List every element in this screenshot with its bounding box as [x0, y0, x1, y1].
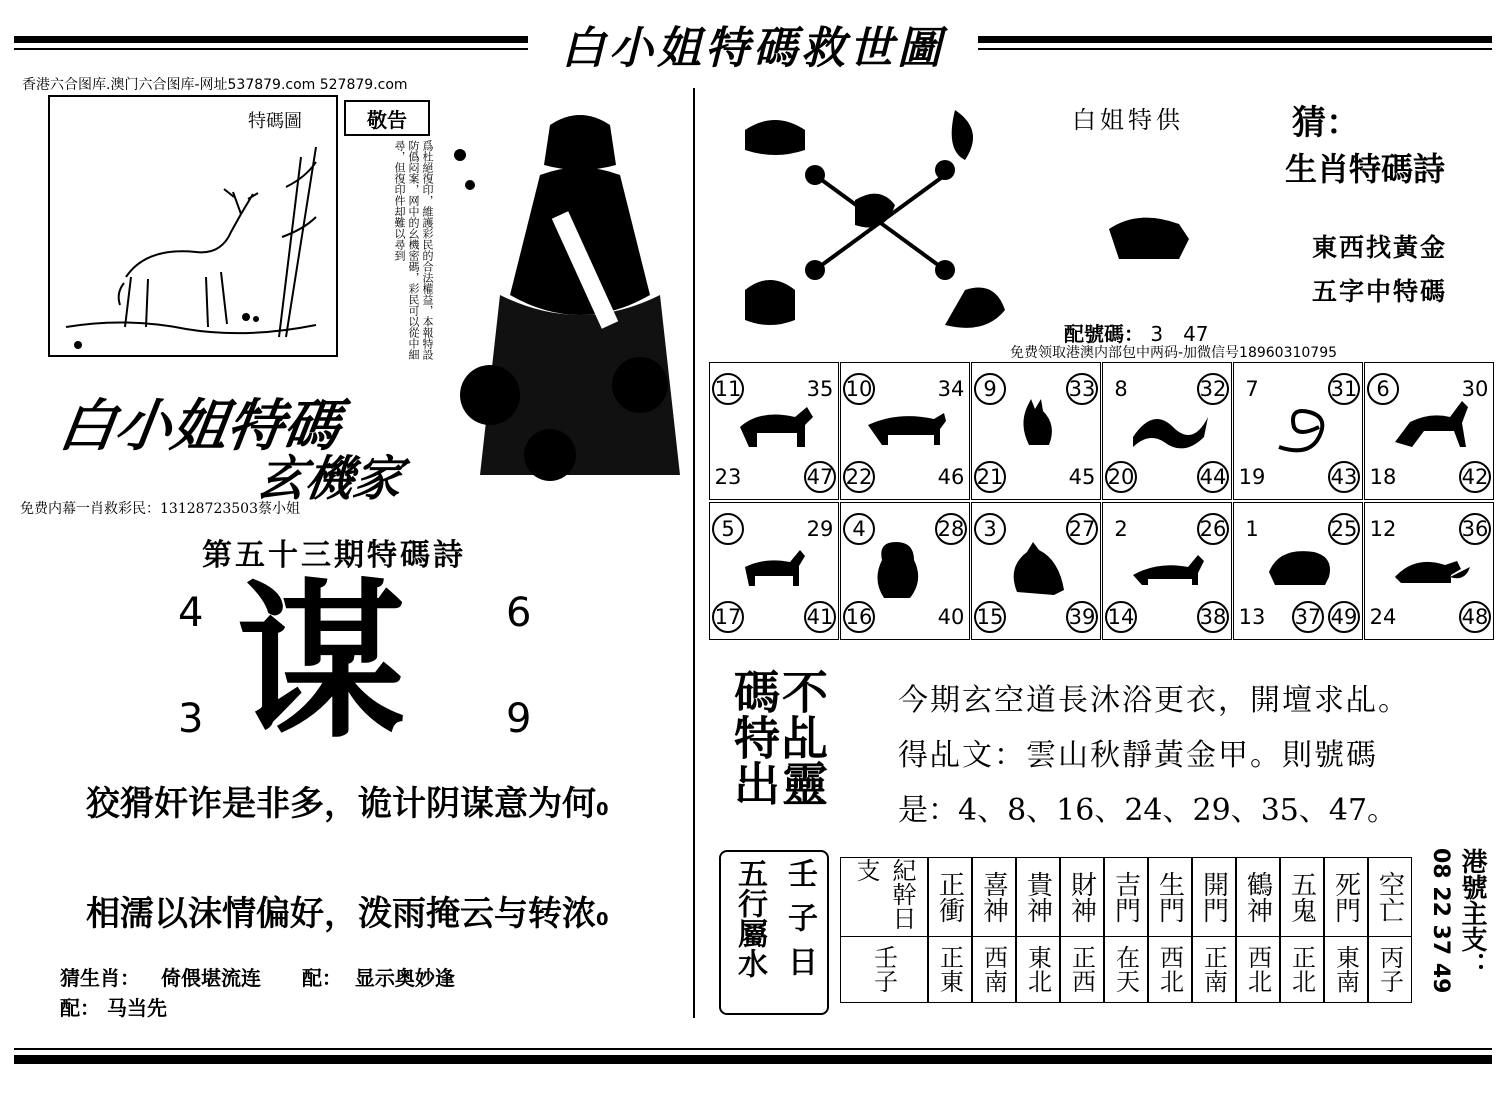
- zodiac-number: 32: [1197, 373, 1229, 405]
- almanac-column: [840, 857, 928, 1003]
- contact-line: 免费内幕一肖救彩民：13128723503蔡小姐: [20, 501, 300, 517]
- brand-line-2: 玄機家: [253, 451, 406, 507]
- picture-label: 特碼圖: [248, 111, 302, 132]
- almanac-header: 紀幹日支: [841, 858, 927, 937]
- almanac-value: 壬子: [869, 945, 898, 993]
- almanac-column: [1236, 857, 1280, 1003]
- zodiac-number: 30: [1461, 377, 1489, 401]
- almanac-value: 正東: [935, 945, 964, 993]
- brand-line-1: 白小姐特碼: [54, 393, 345, 459]
- corner-num-bottom-right: 9: [506, 696, 532, 742]
- zodiac-number: 42: [1459, 461, 1491, 493]
- zodiac-number: 11: [712, 373, 744, 405]
- ox-icon: [735, 397, 815, 467]
- goat-icon: [735, 537, 815, 607]
- corner-num-top-left: 4: [178, 590, 204, 636]
- zodiac-number: 33: [1066, 373, 1098, 405]
- site-line: 香港六合图库.澳门六合图库-网址537879.com 527879.com: [22, 77, 408, 93]
- rooster-icon: [997, 537, 1077, 607]
- zodiac-number: 35: [806, 377, 834, 401]
- zodiac-number: 16: [843, 601, 875, 633]
- almanac-header: 貴神: [1017, 858, 1059, 937]
- poem-big-char: 谋: [236, 562, 407, 762]
- zodiac-number: 36: [1459, 513, 1491, 545]
- zodiac-number: 2: [1114, 517, 1128, 541]
- zodiac-number: 43: [1328, 461, 1360, 493]
- deity-illustration: [430, 95, 690, 495]
- zodiac-number: 4: [843, 513, 875, 545]
- guess-line: 猜生肖： 倚偎堪流连 配： 显示奥妙逢: [60, 966, 455, 990]
- zodiac-cell-rabbit: [971, 362, 1101, 500]
- almanac-header: 生門: [1149, 858, 1191, 937]
- zodiac-number: 1: [1245, 517, 1259, 541]
- zodiac-number: 34: [937, 377, 965, 401]
- zodiac-number: 27: [1066, 513, 1098, 545]
- zodiac-number: 39: [1066, 601, 1098, 633]
- zodiac-number: 15: [974, 601, 1006, 633]
- zodiac-number: 26: [1197, 513, 1229, 545]
- zodiac-number: 47: [804, 461, 836, 493]
- zodiac-number: 23: [714, 465, 742, 489]
- poem-line-2: 相濡以沫情偏好，泼雨掩云与转浓0: [86, 894, 609, 934]
- zodiac-number-extra: 49: [1328, 601, 1360, 633]
- zodiac-cross-illustration: [735, 100, 1025, 340]
- zodiac-number: 10: [843, 373, 875, 405]
- zodiac-number: 46: [937, 465, 965, 489]
- deer-bamboo-illustration: [56, 127, 332, 353]
- pig-icon: [1259, 537, 1339, 607]
- wuxing-col-2: 壬子日: [782, 858, 817, 990]
- zodiac-number: 18: [1369, 465, 1397, 489]
- almanac-header: 財神: [1061, 858, 1103, 937]
- zodiac-cell-ox: [709, 362, 839, 500]
- notice-text: 爲杜絕復印，維護彩民的合法權益，本報特設防僞闷案，网中的幺機密碼，彩民可以從中細尋，但復印件却難以尋到: [393, 140, 434, 360]
- almanac-column: [1148, 857, 1192, 1003]
- corner-num-top-right: 6: [506, 590, 532, 636]
- zodiac-cell-pig: [1233, 502, 1363, 640]
- zodiac-number: 44: [1197, 461, 1229, 493]
- zodiac-number: 48: [1459, 601, 1491, 633]
- supply-label: 白姐特供: [1072, 106, 1184, 134]
- zodiac-number: 45: [1068, 465, 1096, 489]
- zodiac-number: 40: [937, 605, 965, 629]
- center-divider-low: [693, 648, 695, 1018]
- zodiac-number: 37: [1292, 601, 1324, 633]
- almanac-value: 在天: [1111, 945, 1140, 993]
- oracle-line-2: 得乩文：雲山秋靜黃金甲。則號碼: [898, 738, 1378, 773]
- special-picture-box: [48, 95, 338, 357]
- zodiac-cell-goat: [709, 502, 839, 640]
- rat-icon: [1390, 537, 1470, 607]
- rabbit-icon: [997, 397, 1077, 467]
- bottom-rule-thick: [14, 1055, 1492, 1064]
- zodiac-cell-monkey: [840, 502, 970, 640]
- center-divider: [693, 88, 695, 648]
- zodiac-number: 29: [806, 517, 834, 541]
- almanac-value: 東南: [1331, 945, 1360, 993]
- dog-icon: [1128, 537, 1208, 607]
- zodiac-cell-rooster: [971, 502, 1101, 640]
- zodiac-number: 8: [1114, 377, 1128, 401]
- wuxing-col-1: 五行屬水: [732, 858, 767, 978]
- zodiac-number: 19: [1238, 465, 1266, 489]
- zodiac-number: 12: [1369, 517, 1397, 541]
- tiger-icon: [866, 397, 946, 467]
- almanac-value: 正南: [1199, 945, 1228, 993]
- wuxing-box: [719, 850, 829, 1015]
- almanac-value: 西北: [1243, 945, 1272, 993]
- almanac-header: 五鬼: [1281, 858, 1323, 937]
- zodiac-number: 5: [712, 513, 744, 545]
- hint-line-2: 五字中特碼: [1312, 277, 1448, 306]
- almanac-column: [1016, 857, 1060, 1003]
- hk-numbers-values: 08 22 37 49: [1428, 848, 1453, 994]
- zodiac-number: 41: [804, 601, 836, 633]
- almanac-column: [928, 857, 972, 1003]
- almanac-header: 鶴神: [1237, 858, 1279, 937]
- oracle-side-title: 不乩靈碼特出: [727, 668, 829, 806]
- horse-icon: [1390, 397, 1470, 467]
- almanac-column: [1368, 857, 1412, 1003]
- zodiac-number: 25: [1328, 513, 1360, 545]
- almanac-column: [1192, 857, 1236, 1003]
- hk-numbers-label: 港號主支：: [1457, 848, 1487, 978]
- zodiac-number: 28: [935, 513, 967, 545]
- almanac-header: 空亡: [1369, 858, 1411, 937]
- match-numbers: 配號碼： 3 47: [1064, 322, 1209, 346]
- zodiac-number: 9: [974, 373, 1006, 405]
- almanac-value: 正西: [1067, 945, 1096, 993]
- almanac-column: [972, 857, 1016, 1003]
- almanac-value: 西南: [979, 945, 1008, 993]
- zodiac-cell-snake: [1233, 362, 1363, 500]
- zodiac-number: 6: [1367, 373, 1399, 405]
- bottom-rule-thin: [14, 1048, 1492, 1050]
- almanac-header: 死門: [1325, 858, 1367, 937]
- almanac-column: [1104, 857, 1148, 1003]
- zodiac-number: 3: [974, 513, 1006, 545]
- zodiac-cell-tiger: [840, 362, 970, 500]
- notice-title: 敬告: [344, 100, 430, 136]
- almanac-value: 正北: [1287, 945, 1316, 993]
- zodiac-number: 17: [712, 601, 744, 633]
- zodiac-number: 38: [1197, 601, 1229, 633]
- zodiac-number: 14: [1105, 601, 1137, 633]
- almanac-header: 喜神: [973, 858, 1015, 937]
- almanac-header: 開門: [1193, 858, 1235, 937]
- dragon-icon: [1128, 397, 1208, 467]
- almanac-column: [1060, 857, 1104, 1003]
- hint-line-1: 東西找黃金: [1312, 233, 1448, 262]
- almanac-header: 正衝: [929, 858, 971, 937]
- free-line: 免费领取港澳内部包中两码-加微信号18960310795: [1010, 345, 1338, 361]
- zodiac-number: 22: [843, 461, 875, 493]
- zodiac-number: 20: [1105, 461, 1137, 493]
- zodiac-cell-rat: [1364, 502, 1494, 640]
- zodiac-cell-dog: [1102, 502, 1232, 640]
- zodiac-number: 7: [1245, 377, 1259, 401]
- corner-num-bottom-left: 3: [178, 696, 204, 742]
- oracle-line-3: 是：4、8、16、24、29、35、47。: [898, 793, 1398, 828]
- almanac-column: [1280, 857, 1324, 1003]
- almanac-value: 西北: [1155, 945, 1184, 993]
- zodiac-number: 24: [1369, 605, 1397, 629]
- page-title: 白小姐特碼救世圖: [528, 16, 978, 72]
- zodiac-number: 21: [974, 461, 1006, 493]
- almanac-value: 東北: [1023, 945, 1052, 993]
- monkey-icon: [866, 537, 946, 607]
- tiger-illustration: [1104, 204, 1194, 264]
- poem-head: 生肖特碼詩: [1285, 150, 1446, 188]
- zodiac-number-grid: [709, 362, 1495, 642]
- guess-title: 猜：: [1292, 103, 1360, 143]
- zodiac-cell-horse: [1364, 362, 1494, 500]
- almanac-header: 吉門: [1105, 858, 1147, 937]
- poem-line-1: 狡猾奸诈是非多，诡计阴谋意为何0: [86, 784, 609, 824]
- pair2-line: 配： 马当先: [60, 996, 167, 1020]
- zodiac-number: 13: [1238, 605, 1266, 629]
- zodiac-number: 31: [1328, 373, 1360, 405]
- oracle-line-1: 今期玄空道長沐浴更衣，開壇求乩。: [898, 683, 1410, 718]
- almanac-value: 丙子: [1375, 945, 1404, 993]
- poem-title: 第五十三期特碼詩: [202, 538, 466, 573]
- almanac-column: [1324, 857, 1368, 1003]
- snake-icon: [1259, 397, 1339, 467]
- zodiac-cell-dragon: [1102, 362, 1232, 500]
